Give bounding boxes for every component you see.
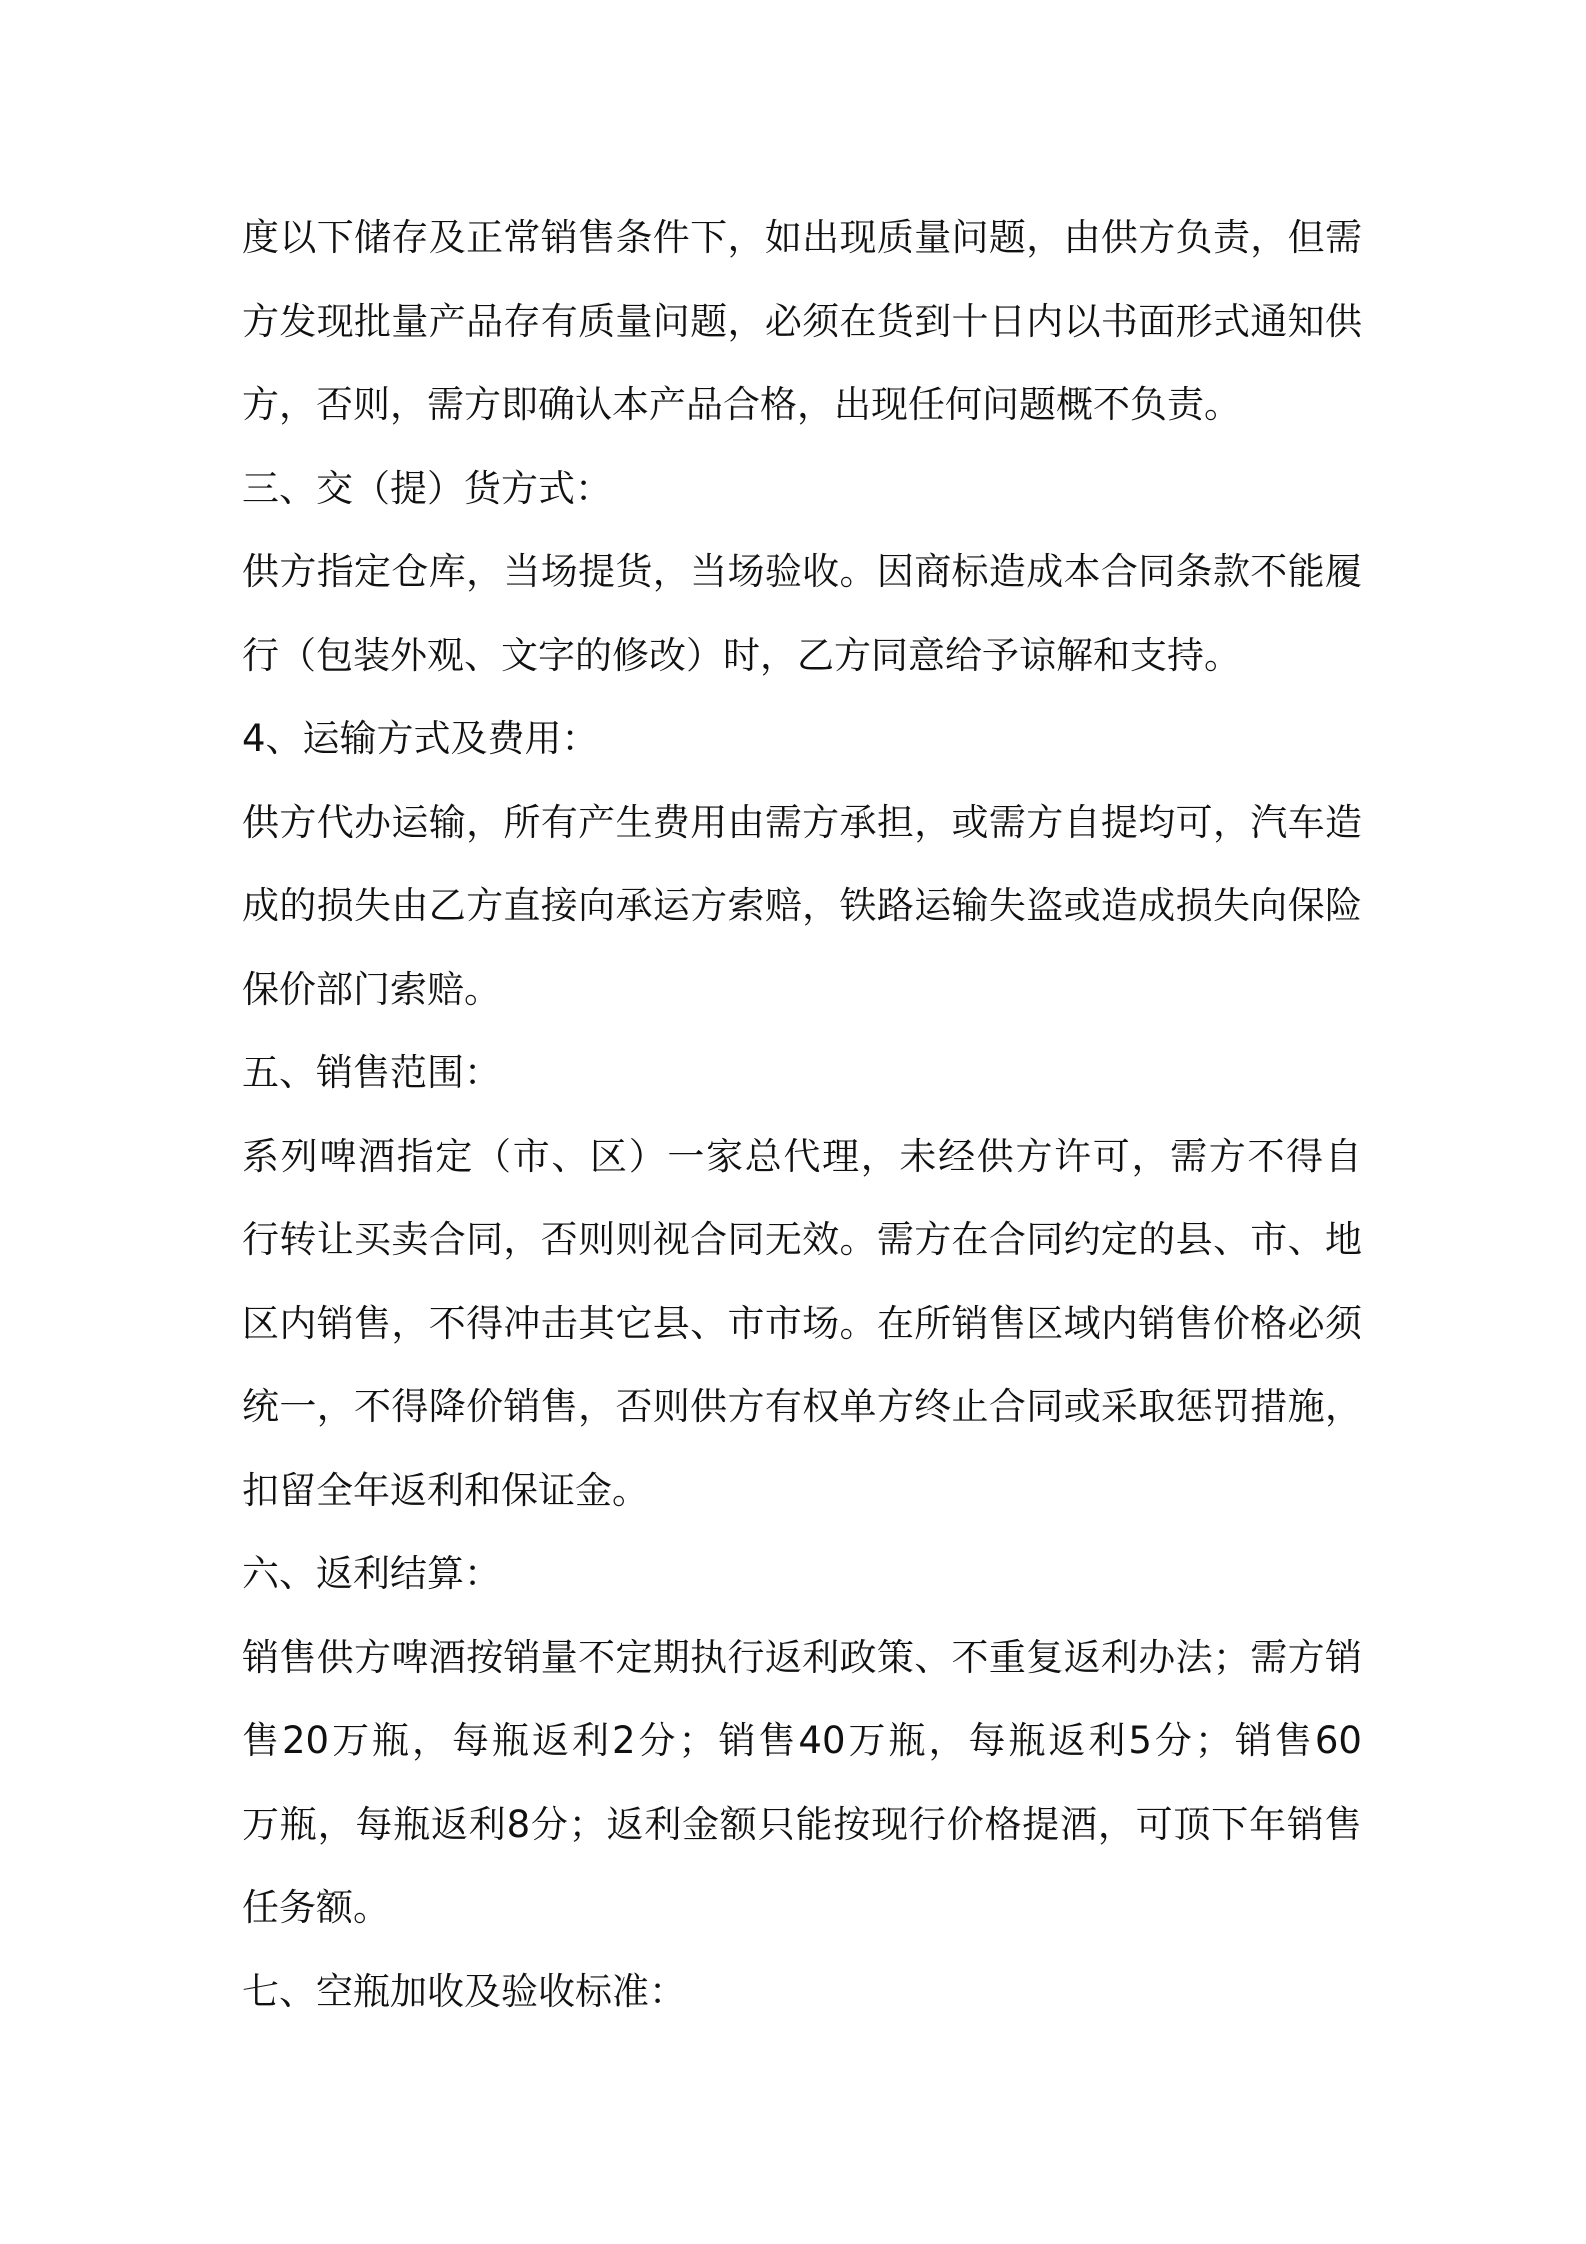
text-line-21: 任务额。: [242, 1886, 390, 1929]
text-line-14: [242, 1282, 1362, 1366]
justified-text: 销 售 供 方 啤 酒 按 销 量 不 定 期 执 行 返 利 政 策 、 不 重 复 返 利 办 法 ； 需 方 销: [242, 1635, 1362, 1679]
section-heading-6: 六、返利结算：: [242, 1552, 501, 1595]
justified-text: 成 的 损 失 由 乙 方 直 接 向 承 运 方 索 赔 ， 铁 路 运 输 失 盗 或 造 成 损 失 向 保 险: [242, 884, 1362, 927]
text-line-1: [242, 196, 1362, 280]
text-line-5: [242, 530, 1362, 614]
justified-text: 供 方 指 定 仓 库 ， 当 场 提 货 ， 当 场 验 收 。 因 商 标 造 成 本 合 同 条 款 不 能 履: [242, 550, 1362, 593]
text-line-2: [242, 280, 1362, 364]
justified-text: 售 20 万 瓶 ， 每 瓶 返 利 2 分 ； 销 售 40 万 瓶 ， 每 瓶 返 利 5 分 ； 销 售 60: [242, 1719, 1362, 1762]
text-line-3: 方，否则，需方即确认本产品合格，出现任何问题概不负责。: [242, 383, 1241, 426]
justified-text: 度 以 下 储 存 及 正 常 销 售 条 件 下 ， 如 出 现 质 量 问 题 ， 由 供 方 负 责 ， 但 需: [242, 216, 1362, 259]
justified-text: 供 方 代 办 运 输 ， 所 有 产 生 费 用 由 需 方 承 担 ， 或 需 方 自 提 均 可 ， 汽 车 造: [242, 800, 1362, 844]
section-heading-5: 五、销售范围：: [242, 1051, 501, 1094]
justified-text: 统 一 ， 不 得 降 价 销 售 ， 否 则 供 方 有 权 单 方 终 止 合 同 或 采 取 惩 罚 措 施 ，: [242, 1385, 1362, 1428]
section-heading-7: 七、空瓶加收及验收标准：: [242, 1969, 686, 2013]
justified-text: 万 瓶 ， 每 瓶 返 利 8 分 ； 返 利 金 额 只 能 按 现 行 价 格 提 酒 ， 可 顶 下 年 销 售: [242, 1802, 1362, 1846]
text-line-13: [242, 1198, 1362, 1282]
section-heading-3: 三、交（提）货方式：: [242, 466, 612, 510]
text-line-20: [242, 1783, 1362, 1867]
text-line-8: [242, 781, 1362, 865]
text-line-12: [242, 1115, 1362, 1199]
justified-text: 方 发 现 批 量 产 品 存 有 质 量 问 题 ， 必 须 在 货 到 十 日 内 以 书 面 形 式 通 知 供: [242, 299, 1362, 343]
text-line-16: 扣留全年返利和保证金。: [242, 1468, 649, 1512]
justified-text: 系 列 啤 酒 指 定 （ 市 、 区 ） 一 家 总 代 理 ， 未 经 供 方 许 可 ， 需 方 不 得 自: [242, 1134, 1362, 1178]
section-heading-4: 4、运输方式及费用：: [242, 717, 599, 760]
justified-text: 区 内 销 售 ， 不 得 冲 击 其 它 县 、 市 市 场 。 在 所 销 售 区 域 内 销 售 价 格 必 须: [242, 1301, 1362, 1345]
text-line-18: [242, 1616, 1362, 1700]
text-line-19: [242, 1699, 1362, 1783]
text-line-9: [242, 864, 1362, 948]
text-line-6: 行（包装外观、文字的修改）时，乙方同意给予谅解和支持。: [242, 633, 1241, 677]
text-line-10: 保价部门索赔。: [242, 967, 501, 1011]
text-line-15: [242, 1365, 1362, 1449]
document-body: [242, 196, 1362, 2033]
justified-text: 行 转 让 买 卖 合 同 ， 否 则 则 视 合 同 无 效 。 需 方 在 合 同 约 定 的 县 、 市 、 地: [242, 1218, 1362, 1261]
